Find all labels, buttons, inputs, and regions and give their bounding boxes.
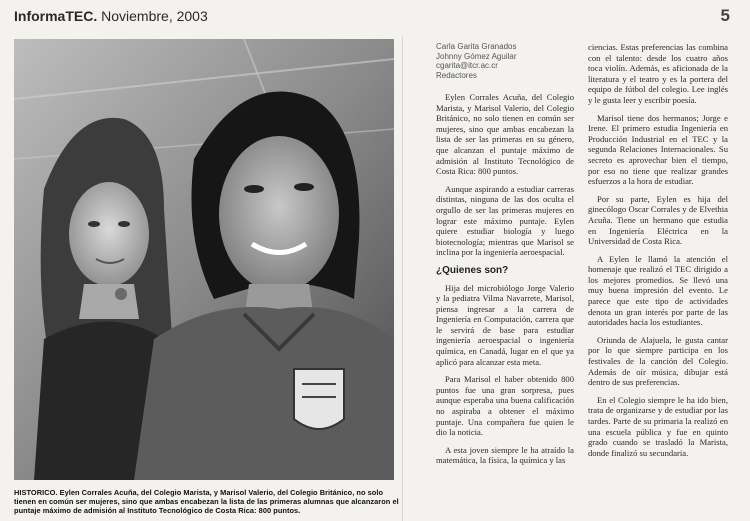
photo-two-students-icon [14, 39, 394, 480]
article-column-2 [588, 42, 728, 521]
photo-caption [14, 488, 400, 515]
article-paragraph: Hija del microbiólogo Jorge Valerio y la pediatra Vilma Navarrete, Marisol, piensa ingresar a la carrera de Ingeniería en Computación, carrera que le servirá de base para estudiar ingeniería aeroespacial o ingeniería química, en Canadá, lugar en el que ya aplicó para alcanzar esta meta. [436, 282, 574, 367]
caption-lead: HISTORICO. [14, 488, 58, 497]
article-paragraph: Por su parte, Eylen es hija del ginecólogo Oscar Corrales y de Elvethia Acuña. Tiene un hermano que estudia en Ingeniería Eléctrica en la Universidad de Costa Rica. [588, 193, 728, 247]
caption-text: Eylen Corrales Acuña, del Colegio Marista, y Marisol Valerio, del Colegio Británico, no solo tienen en común ser mujeres, sino que ambas encabezan la lista de las primeras alumnas que alcanzaron el puntaje máximo de admisión al Instituto Tecnológico de Costa Rica: 800 puntos. [14, 488, 399, 515]
page-fold-divider [402, 36, 403, 521]
student-photo [14, 39, 394, 480]
article-paragraph: Eylen Corrales Acuña, del Colegio Marista, y Marisol Valerio, del Colegio Británico, no solo tienen en común ser mujeres, sino que ambas encabezan la lista de ser las primeras en su género, que alcanzan el puntaje máximo de admisión al Instituto Tecnológico de Costa Rica: 800 puntos. [436, 92, 574, 177]
article-paragraph: Oriunda de Alajuela, le gusta cantar por lo que siempre participa en los festivales de la canción del Colegio. Además de oír música, dibujar está dentro de sus preferencias. [588, 334, 728, 388]
article-paragraph: Para Marisol el haber obtenido 800 puntos fue una gran sorpresa, pues aunque esperaba una buena calificación no aspiraba a obtener el máximo puntaje. Una compañera fue quien le dio la noticia. [436, 374, 574, 438]
byline [436, 42, 574, 80]
author-email: cgarita@itcr.ac.cr [436, 61, 498, 70]
article-paragraph: Marisol tiene dos hermanos; Jorge e Irene. El primero estudia Ingeniería en Producción Industrial en el TEC y la segunda Relaciones Internacionales. Su secreto es aprovechar bien el tiempo, por eso no tiene que realizar grandes esfuerzos a la hora de estudiar. [588, 112, 728, 187]
page-header [14, 8, 730, 30]
article-paragraph: En el Colegio siempre le ha ido bien, trata de organizarse y de estudiar por las tardes. Parte de su primaria la realizó en una escuela pública y fue en quinto grado cuando se trasladó la Marista, donde finalizó su secundaria. [588, 394, 728, 458]
article-paragraph: ciencias. Estas preferencias las combina con el talento: desde los cuatro años toca violín. Además, es aficionada de la literatura y el teatro y es la portera del equipo de fútbol del colegio. Lee inglés y le gusta leer y escribir poesía. [588, 42, 728, 105]
issue-date: Noviembre, 2003 [101, 8, 208, 24]
publication-title: InformaTEC. Noviembre, 2003 [14, 8, 208, 24]
article-paragraph: Aunque aspirando a estudiar carreras distintas, ninguna de las dos oculta el orgullo de ser las primeras mujeres en lograr este máximo puntaje. Eylen quiere estudiar biología y luego biotecnología; mientras que Marisol se inclina por la ingeniería aeroespacial. [436, 183, 574, 258]
author-role: Redactores [436, 70, 477, 80]
section-subhead: ¿Quienes son? [436, 264, 509, 276]
author-1: Carla Garita Granados [436, 42, 517, 51]
article-column-1 [436, 42, 574, 521]
page-number: 5 [720, 6, 730, 25]
article-paragraph: A Eylen le llamó la atención el homenaje que realizó el TEC dirigido a los mejores promedios. Se llevó una muy buena impresión del evento. Le parece que este tipo de actividades denota un gran interés por parte de las autoridades hacia los estudiantes. [588, 253, 728, 328]
article-paragraph: A esta joven siempre le ha atraído la matemática, la física, la química y las [436, 444, 574, 466]
author-2: Johnny Gómez Aguilar [436, 51, 517, 61]
